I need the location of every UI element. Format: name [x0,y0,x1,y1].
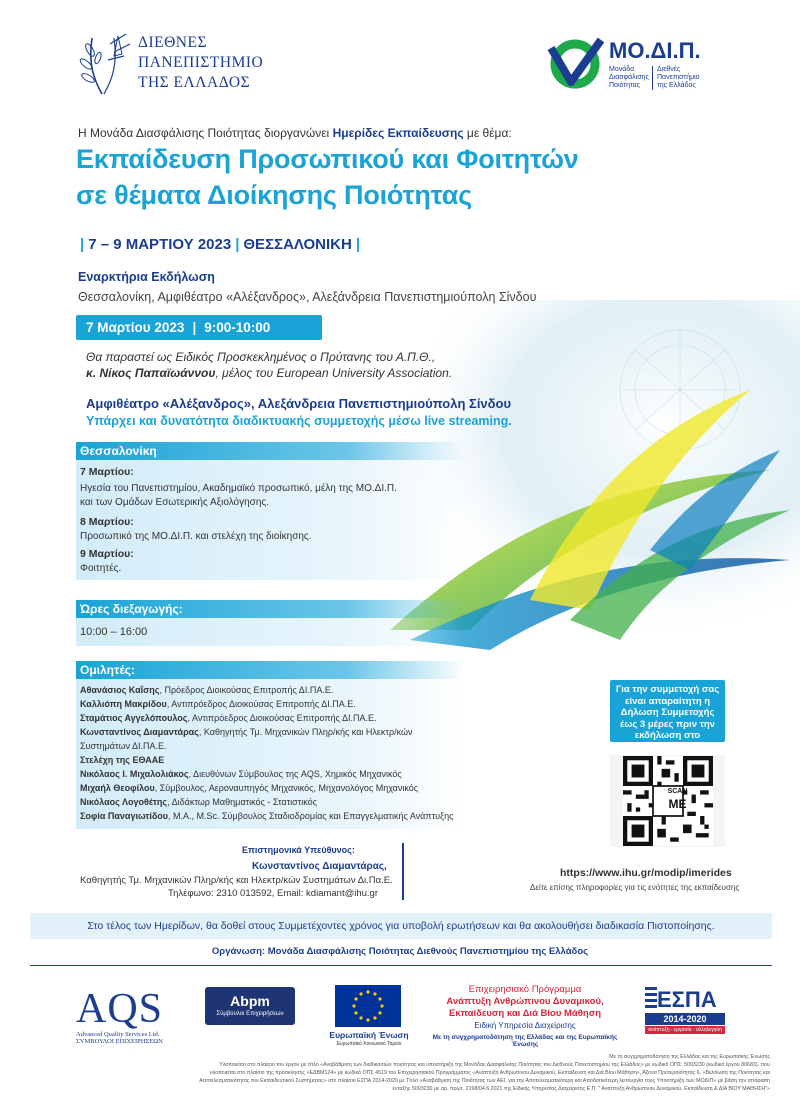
speaker-row: Σταμάτιος Αγγελόπουλος, Αντιπρόεδρος Διοικούσας Επιτροπής ΔΙ.ΠΑ.Ε. [80,713,377,723]
olive-branch-icon [74,30,132,96]
registration-url-note: Δείτε επίσης πληροφορίες για τις ενότητες της εκπαίδευσης [530,883,740,892]
event-dates: 7 – 9 ΜΑΡΤΙΟΥ 2023 [88,236,232,253]
main-title-line-2: σε θέματα Διοίκησης Ποιότητας [76,180,472,210]
registration-box: Για την συμμετοχή σας είναι απαραίτητη η Δήλωση Συμμετοχής έως 3 μέρες πριν την εκδήλωση στο [610,680,725,742]
small-print-line: Υλοποιείται στο πλαίσιο του έργου με τίτλο «Αναβάθμιση των διαδικασιών ποιότητας και υποστήριξη της Μονάδας Διασφάλισης Ποιότητας του Διεθνούς Πανεπιστημίου της Ελλάδος» με κωδικό ΟΠΣ: 5093230 (κωδικό έργου 80683), που [219,1062,770,1068]
qr-scan-label: SCAN [667,788,688,795]
opening-title: Εναρκτήρια Εκδήλωση [78,270,215,284]
event-city: ΘΕΣΣΑΛΟΝΙΚΗ [243,236,352,253]
ihu-name-line-1: ΔΙΕΘΝΕΣ [138,34,207,51]
scientific-contact: Τηλέφωνο: 2310 013592, Email: kdiamant@ihu.gr [168,888,379,899]
modip-logo [545,34,745,104]
op-line-4: Ειδική Υπηρεσία Διαχείρισης [474,1021,576,1030]
speaker-row: Συστημάτων ΔΙ.ΠΑ.Ε. [80,741,167,751]
eu-sublabel: Ευρωπαϊκό Κοινωνικό Ταμείο [336,1041,402,1047]
op-line-5: Με τη συγχρηματοδότηση της Ελλάδας και της Ευρωπαϊκής Ένωσης [432,1034,618,1048]
ihu-name-line-2: ΠΑΝΕΠΙΣΤΗΜΙΟ [138,54,264,71]
speaker-row: Καλλιόπη Μακρίδου, Αντιπρόεδρος Διοικούσας Επιτροπής ΔΙ.ΠΑ.Ε. [80,699,356,709]
opening-time: 9:00-10:00 [204,320,271,335]
day-text: Φοιτητές. [80,563,122,574]
registration-url[interactable]: https://www.ihu.gr/modip/imerides [560,867,732,879]
opening-date: 7 Μαρτίου 2023 [86,320,185,335]
organizer-divider [30,965,772,966]
hours-body [76,618,464,646]
small-print-line: Με τη συγχρηματοδότηση της Ελλάδας και της Ευρωπαϊκής Ένωσης [609,1054,770,1060]
day-text: και των Ομάδων Εσωτερικής Αξιολόγησης. [80,497,270,508]
thessaloniki-body [76,460,464,580]
venue-secondary: Αμφιθέατρο «Αλέξανδρος», Αλεξάνδρεια Πανεπιστημιούπολη Σίνδου [86,396,512,411]
scientific-position: Καθηγητής Τμ. Μηχανικών Πληρ/κής και Ηλεκτρ/κών Συστημάτων Δι.Πα.Ε. [80,875,393,886]
speaker-row: Σοφία Παναγιωτίδου, M.A., M.Sc. Σύμβουλος Σταδιοδρομίας και Επαγγελματικής Ανάπτυξης [80,811,454,821]
espa-logo: ΕΣΠΑ 2014-2020 ανάπτυξη - εργασία - αλληλεγγύη [645,985,725,1033]
scientific-divider [402,843,404,900]
day-text: Ηγεσία του Πανεπιστημίου, Ακαδημαϊκό προσωπικό, μέλη της ΜΟ.ΔΙ.Π. [80,483,397,494]
ihu-name-line-3: ΤΗΣ ΕΛΛΑΔΟΣ [138,74,251,91]
eu-label: Ευρωπαϊκή Ένωση [329,1030,409,1040]
modip-sub-right: Διεθνές Πανεπιστήμιο της Ελλάδος [657,66,700,89]
modip-sub-left: Μονάδα Διασφάλισης Ποιότητας [609,66,649,89]
opening-date-box: 7 Μαρτίου 2023 | 9:00-10:00 [76,315,322,340]
small-print-line: Αποτελεσματικότητας του Εκπαιδευτικού Συστήματος» στο πλαίσιο ΕΣΠΑ 2014-2020 με Τίτλο «Αναβάθμιση της Ποιότητας των ΑΕΙ, για την Αποτελεσματικότερη και Αποδοτικότερη λειτουργία τους Υποστήριξη των ΜΟΔΙΠ» με βάση την απόφαση [199,1078,770,1084]
modip-title: ΜΟ.ΔΙ.Π. [609,38,701,63]
speaker-row: Μιχαήλ Θεοφίλου, Σύμβουλος, Αεροναυπηγός Μηχανικός, Μηχανολόγος Μηχανικός [80,783,419,793]
ihu-logo [74,30,314,100]
speaker-row: Αθανάσιος Καΐσης, Πρόεδρος Διοικούσας Επιτροπής ΔΙ.ΠΑ.Ε. [80,685,334,695]
guest-line-1: Θα παραστεί ως Ειδικός Προσκεκλημένος ο Πρύτανης του Α.Π.Θ., [86,350,436,364]
op-line-2: Ανάπτυξη Ανθρώπινου Δυναμικού, [446,996,604,1007]
aqs-logo: AQS Advanced Quality Services Ltd. ΣΥΜΒΟΥΛΟΙ ΕΠΙΧΕΙΡΗΣΕΩΝ [76,986,164,1045]
eu-flag-icon [335,985,401,1027]
day-title: 7 Μαρτίου: [80,466,134,478]
speaker-row: Νικόλαος Λογοθέτης, Διδάκτωρ Μαθηματικός - Στατιστικός [80,797,317,807]
abpm-logo: Abpm Σύμβουλοι Επιχειρήσεων [205,987,295,1025]
speakers-header: Ομιλητές: [76,661,464,679]
main-title-line-1: Εκπαίδευση Προσωπικού και Φοιτητών [76,144,579,174]
op-line-1: Επιχειρησιακό Πρόγραμμα [468,984,582,995]
speakers-body [76,679,464,829]
modip-checkmark-icon [545,34,605,94]
intro-text: Η Μονάδα Διασφάλισης Ποιότητας διοργανώνει Ημερίδες Εκπαίδευσης με θέμα: [78,126,512,140]
greek-flag-icon [645,987,657,1009]
hours-value: 10:00 – 16:00 [80,626,148,638]
small-print-line: υλοποιείται στο πλαίσιο της πρόσκλησης «ΕΔΒΜ124» με κωδικό ΟΠΣ 4519 του Επιχειρησιακού Προγράμματος «Ανάπτυξη Ανθρώπινου Δυναμικού, Εκπαίδευση και Διά Βίου Μάθηση», Άξονα Προτεραιότητας 6, «Βελτίωση της Ποιότητας και [209,1070,770,1076]
qr-me-label: ME [668,797,687,811]
small-print-line: ένταξης 5093230 με αρ. πρωτ. 2198/04.6.2021 της Ειδικής Υπηρεσίας Διαχείρισης Ε.Π. " Ανάπτυξη Ανθρώπινου Δυναμικού, Εκπαίδευση & ΔΙΑ ΒΙΟΥ ΜΑΘΗΣΗ"» [392,1086,770,1092]
thessaloniki-header: Θεσσαλονίκη [76,442,464,460]
day-title: 9 Μαρτίου: [80,548,134,560]
qr-code[interactable] [610,755,725,847]
scientific-name: Κωνσταντίνος Διαμαντάρας, [252,861,387,872]
speaker-row: Νικόλαος Ι. Μιχαλολιάκος, Διευθύνων Σύμβουλος της AQS, Χημικός Μηχανικός [80,769,402,779]
hours-header: Ώρες διεξαγωγής: [76,600,464,618]
organizer-text: Οργάνωση: Μονάδα Διασφάλισης Ποιότητας Διεθνούς Πανεπιστημίου της Ελλάδος [211,946,589,957]
day-title: 8 Μαρτίου: [80,516,134,528]
guest-line-2: κ. Νίκος Παπαϊωάννου, μέλος του European University Association. [86,366,453,380]
opening-venue: Θεσσαλονίκη, Αμφιθέατρο «Αλέξανδρος», Αλεξάνδρεια Πανεπιστημιούπολη Σίνδου [78,290,537,304]
modip-divider [652,66,653,90]
streaming-note: Υπάρχει και δυνατότητα διαδικτυακής συμμετοχής μέσω live streaming. [86,414,512,428]
certification-note: Στο τέλος των Ημερίδων, θα δοθεί στους Συμμετέχοντες χρόνος για υποβολή ερωτήσεων και θα ακολουθήσει διαδικασία Πιστοποίησης. [30,913,772,939]
op-line-3: Εκπαίδευση και Διά Βίου Μάθηση [448,1008,602,1019]
date-bar: | 7 – 9 ΜΑΡΤΙΟΥ 2023 | ΘΕΣΣΑΛΟΝΙΚΗ | [80,236,361,253]
speaker-row: Κωνσταντίνος Διαμαντάρας, Καθηγητής Τμ. Μηχανικών Πληρ/κής και Ηλεκτρ/κών [80,727,413,737]
scientific-label: Επιστημονικά Υπεύθυνος: [242,845,355,855]
speaker-group: Στελέχη της ΕΘΑΑΕ [80,755,165,765]
day-text: Προσωπικό της ΜΟ.ΔΙ.Π. και στελέχη της διοίκησης. [80,531,312,542]
